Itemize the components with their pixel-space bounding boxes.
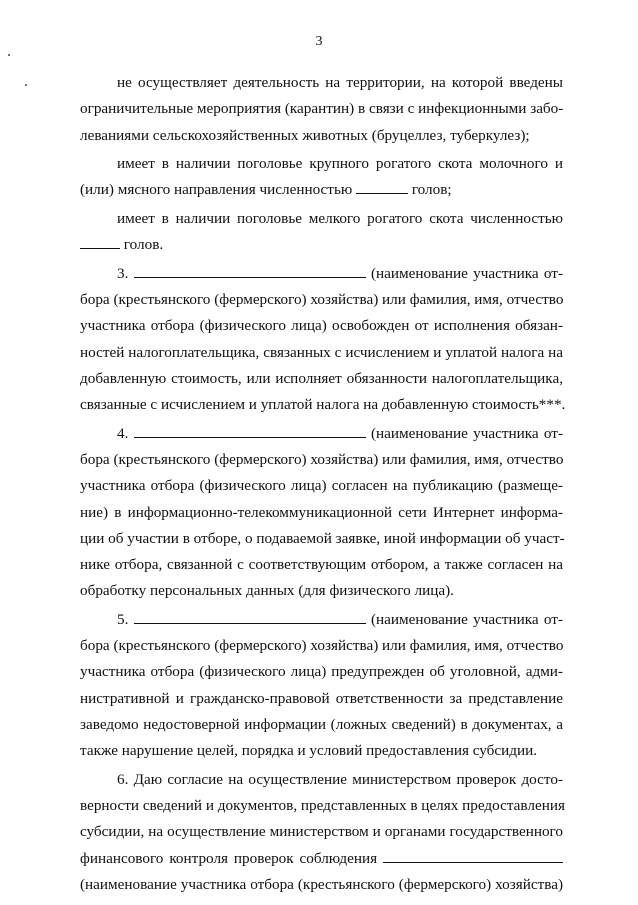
text-line: ностей налогоплательщика, связанных с исчислением и уплатой налога на: [80, 343, 563, 361]
line-text-after-blank: (наименование участника от-: [370, 424, 563, 442]
text-line: заведомо недостоверной информации (ложных сведений) в документах, а: [80, 716, 563, 734]
fill-in-blank: [134, 423, 366, 438]
text-line: не осуществляет деятельность на территории, на которой введены: [117, 74, 563, 91]
text-line: участника отбора (физического лица) согласен на публикацию (размеще-: [80, 477, 563, 495]
text-line: нистративной и гражданско-правовой ответственности за представление: [80, 689, 563, 707]
line-text-before-blank: финансового контроля проверок соблюдения: [80, 849, 378, 867]
text-line: бора (крестьянского (фермерского) хозяйства) или фамилия, имя, отчество: [80, 290, 564, 308]
text-line: субсидии, на осуществление министерством и органами государственного: [80, 823, 563, 841]
text-line: леваниями сельскохозяйственных животных (бруцеллез, туберкулез);: [80, 126, 530, 144]
text-line: обработку персональных данных (для физического лица).: [80, 582, 454, 600]
text-line: также нарушение целей, порядка и условий предоставления субсидии.: [80, 742, 538, 760]
text-line: имеет в наличии поголовье мелкого рогатого скота численностью: [117, 209, 563, 227]
page-number: 3: [315, 34, 323, 49]
fill-in-blank: [134, 263, 366, 278]
text-line: ограничительные мероприятия (карантин) в связи с инфекционными забо-: [80, 100, 564, 118]
text-line: [80, 421, 563, 447]
text-line: связанные с исчислением и уплатой налога на добавленную стоимость***.: [80, 396, 566, 414]
line-text-after-blank: (наименование участника от-: [370, 610, 563, 628]
line-text-after-blank: (наименование участника от-: [370, 264, 563, 282]
text-line: [80, 846, 563, 872]
line-text-after-blank: голов.: [123, 236, 164, 254]
fill-in-blank: [80, 234, 120, 249]
text-line: ние) в информационно-телекоммуникационной сети Интернет информа-: [80, 503, 563, 521]
text-line: бора (крестьянского (фермерского) хозяйства) или фамилия, имя, отчество: [80, 450, 564, 468]
scan-speck: [25, 84, 27, 86]
text-line: добавленную стоимость, или исполняет обязанности налогоплательщика,: [80, 369, 563, 387]
fill-in-blank: [134, 609, 366, 624]
text-line: бора (крестьянского (фермерского) хозяйства) или фамилия, имя, отчество: [80, 637, 564, 655]
line-text-before-blank: 5.: [117, 610, 129, 628]
text-line: нике отбора, связанной с соответствующим отбором, а также согласен на: [80, 556, 563, 574]
fill-in-blank: [356, 179, 408, 194]
document-body: [80, 70, 566, 898]
text-line: ции об участии в отборе, о подаваемой заявке, иной информации об участ-: [80, 529, 565, 547]
text-line: [80, 261, 563, 287]
scan-speck: [8, 54, 10, 56]
text-line: имеет в наличии поголовье крупного рогатого скота молочного и: [117, 155, 563, 173]
text-line: [80, 177, 563, 203]
text-line: (наименование участника отбора (крестьянского (фермерского) хозяйства): [80, 876, 563, 894]
text-line: участника отбора (физического лица) освобожден от исполнения обязан-: [80, 317, 563, 335]
text-line: [80, 607, 563, 633]
text-line: участника отбора (физического лица) предупрежден об уголовной, адми-: [80, 663, 563, 681]
fill-in-blank: [383, 848, 563, 863]
line-text-before-blank: 3.: [117, 264, 129, 282]
text-line: 6. Даю согласие на осуществление министерством проверок досто-: [117, 770, 563, 788]
line-text-before-blank: (или) мясного направления численностью: [80, 181, 353, 199]
text-line: верности сведений и документов, представленных в целях предоставления: [80, 797, 565, 815]
text-line: [80, 232, 563, 258]
line-text-before-blank: 4.: [117, 424, 129, 442]
line-text-after-blank: голов;: [411, 181, 452, 199]
